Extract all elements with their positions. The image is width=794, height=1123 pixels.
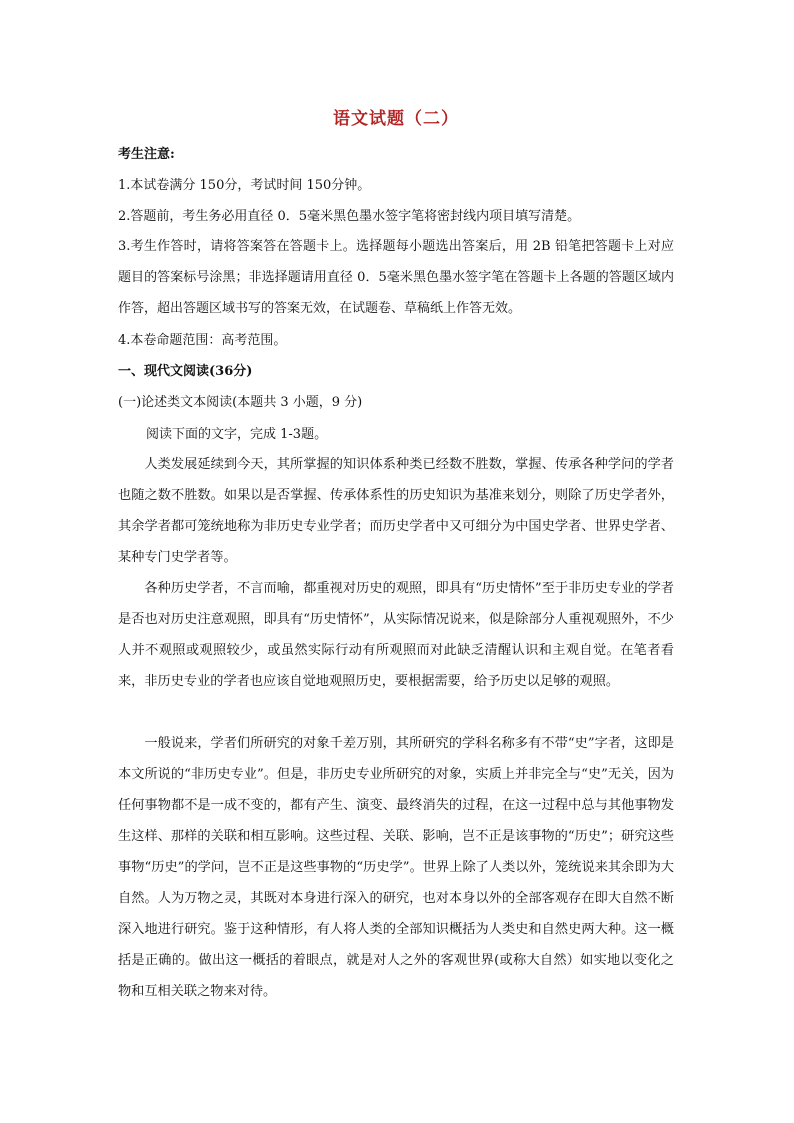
notice-item-3: 3.考生作答时，请将答案答在答题卡上。选择题每小题选出答案后，用 2B 铅笔把答题卡上对应题目的答案标号涂黑；非选择题请用直径 0．5毫米黑色墨水签字笔在答题卡上各题的答题区域内作答，超出答题区域书写的答案无效，在试题卷、草稿纸上作答无效。 <box>118 239 674 316</box>
exam-title: 语文试题（二） <box>333 109 459 129</box>
notice-item-4: 4.本卷命题范围：高考范围。 <box>118 333 287 348</box>
passage-paragraph-3: 一般说来，学者们所研究的对象千差万别，其所研究的学科名称多有不带“史”字者，这即是本文所说的“非历史专业”。但是，非历史专业所研究的对象，实质上并非完全与“史”无关，因为任何事物都不是一成不变的，都有产生、演变、最终消失的过程，在这一过程中总与其他事物发生这样、那样的关联和相互影响。这些过程、关联、影响，岂不正是该事物的“历史”；研究这些事物“历史”的学问，岂不正是这些事物的“历史学”。世界上除了人类以外，笼统说来其余即为大自然。人为万物之灵，其既对本身进行深入的研究，也对本身以外的全部客观存在即大自然不断深入地进行研究。鉴于这种情形，有人将人类的全部知识概括为人类史和自然史两大种。这一概括是正确的。做出这一概括的着眼点，就是对人之外的客观世界(或称大自然）如实地以变化之物和互相关联之物来对待。 <box>118 736 674 999</box>
notice-heading: 考生注意: <box>118 147 175 162</box>
notice-item-1: 1.本试卷满分 150分，考试时间 150分钟。 <box>118 178 371 193</box>
subsection-heading: (一)论述类文本阅读(本题共 3 小题，9 分) <box>118 395 363 410</box>
passage-paragraph-1: 人类发展延续到今天，其所掌握的知识体系种类已经数不胜数，掌握、传承各种学问的学者也随之数不胜数。如果以是否掌握、传承体系性的历史知识为基准来划分，则除了历史学者外，其余学者都可笼统地称为非历史专业学者；而历史学者中又可细分为中国史学者、世界史学者、某种专门史学者等。 <box>118 457 674 565</box>
notice-item-2: 2.答题前，考生务必用直径 0．5毫米黑色墨水签字笔将密封线内项目填写清楚。 <box>118 209 581 224</box>
passage-paragraph-2: 各种历史学者，不言而喻，都重视对历史的观照，即具有“历史情怀”至于非历史专业的学者是否也对历史注意观照，即具有“历史情怀”，从实际情况说来，似是除部分人重视观照外，不少人并不观照或观照较少，或虽然实际行动有所观照而对此缺乏清醒认识和主观自觉。在笔者看来，非历史专业的学者也应该自觉地观照历史，要根据需要，给予历史以足够的观照。 <box>118 581 674 689</box>
reading-instruction: 阅读下面的文字，完成 1-3题。 <box>146 427 328 442</box>
section-heading: 一、现代文阅读(36分) <box>118 364 253 379</box>
